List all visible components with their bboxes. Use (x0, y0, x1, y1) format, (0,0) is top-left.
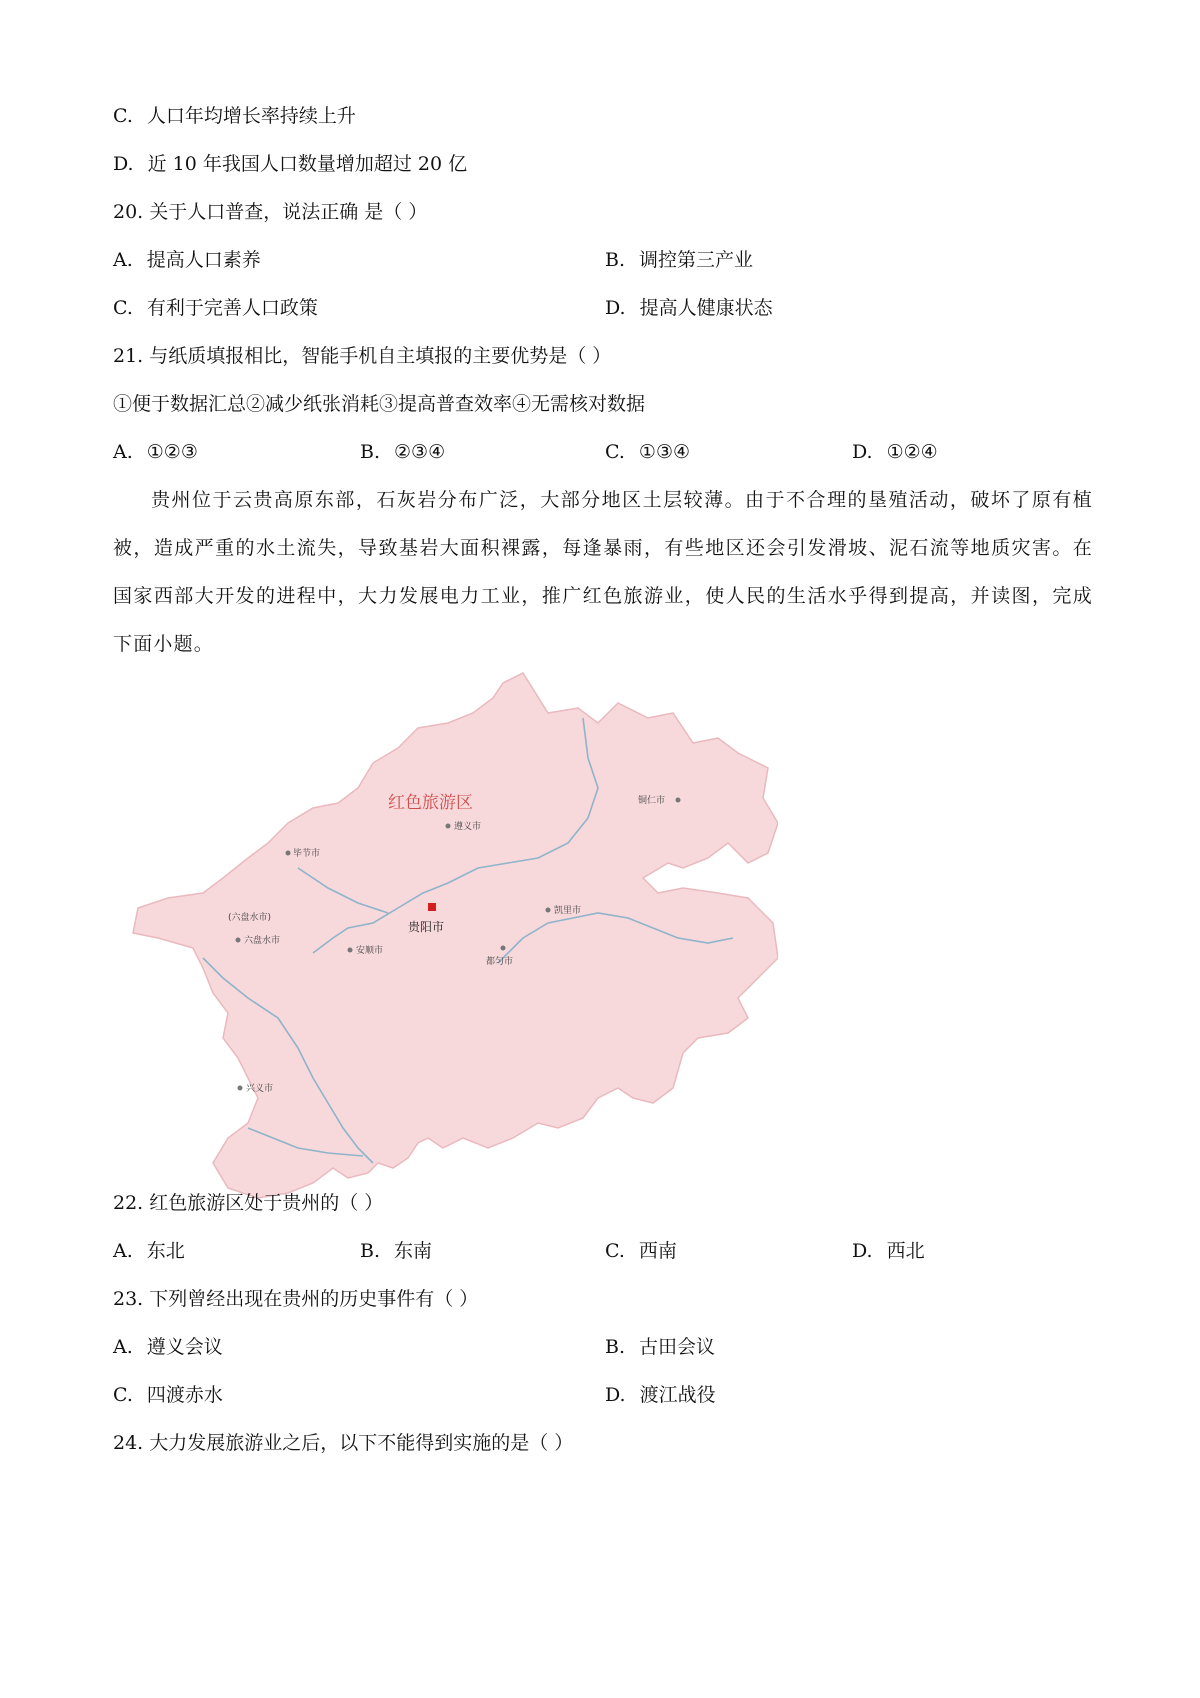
q23-option-d: D. 渡江战役 (605, 1384, 716, 1406)
guizhou-map (128, 668, 778, 1248)
city-dot-icon (348, 948, 353, 953)
q22-option-b: B. 东南 (360, 1240, 433, 1262)
city-dot-icon (501, 946, 506, 951)
q21-option-b: B. ②③④ (360, 441, 446, 463)
svg-text:六盘水市: 六盘水市 (244, 936, 281, 946)
svg-text:凯里市: 凯里市 (554, 906, 582, 916)
svg-text:遵义市: 遵义市 (454, 822, 482, 832)
q21-choices: ①便于数据汇总②减少纸张消耗③提高普查效率④无需核对数据 (113, 393, 646, 415)
q19-option-d: D. 近 10 年我国人口数量增加超过 20 亿 (113, 153, 468, 175)
city-liupanshui-top (228, 911, 271, 923)
q20-option-d: D. 提高人健康状态 (605, 297, 773, 319)
city-dot-icon (676, 798, 681, 803)
city-dot-icon (446, 824, 451, 829)
reading-passage: 贵州位于云贵高原东部，石灰岩分布广泛，大部分地区土层较薄。由于不合理的垦殖活动，破坏了原有植被，造成严重的水土流失，导致基岩大面积裸露，每逢暴雨，有些地区还会引发滑坡、泥石流等地质灾害。在国家西部大开发的进程中，大力发展电力工业，推广红色旅游业，使人民的生活水乎得到提高，并读图，完成下面小题。 (113, 489, 1093, 655)
city-dot-icon (546, 908, 551, 913)
svg-text:安顺市: 安顺市 (356, 946, 384, 956)
q23-stem: 23. 下列曾经出现在贵州的历史事件有（ ） (113, 1288, 479, 1310)
q20-option-c: C. 有利于完善人口政策 (113, 297, 318, 319)
q22-option-a: A. 东北 (113, 1240, 185, 1262)
q20-stem: 20. 关于人口普查，说法正确 是（ ） (113, 201, 428, 223)
svg-text:铜仁市: 铜仁市 (638, 796, 666, 806)
capital-marker-icon (428, 903, 436, 911)
svg-text:毕节市: 毕节市 (293, 849, 321, 859)
svg-text:(六盘水市): (六盘水市) (228, 913, 272, 923)
red-tourism-zone-label: 红色旅游区 (388, 793, 473, 813)
q22-option-d: D. 西北 (852, 1240, 925, 1262)
svg-text:兴义市: 兴义市 (246, 1084, 274, 1094)
city-xingyi (238, 1082, 274, 1094)
q20-option-a: A. 提高人口素养 (113, 249, 261, 271)
q22-stem: 22. 红色旅游区处于贵州的（ ） (113, 1192, 384, 1214)
q20-option-b: B. 调控第三产业 (605, 249, 754, 271)
svg-text:都匀市: 都匀市 (486, 957, 514, 967)
capital-label: 贵阳市 (408, 920, 445, 934)
city-dot-icon (236, 938, 241, 943)
q21-option-a: A. ①②③ (113, 441, 198, 463)
q21-stem: 21. 与纸质填报相比，智能手机自主填报的主要优势是（ ） (113, 345, 612, 367)
q21-option-c: C. ①③④ (605, 441, 691, 463)
q21-option-d: D. ①②④ (852, 441, 938, 463)
city-dot-icon (286, 851, 291, 856)
q24-stem: 24. 大力发展旅游业之后，以下不能得到实施的是（ ） (113, 1432, 574, 1454)
q23-option-c: C. 四渡赤水 (113, 1384, 223, 1406)
guizhou-province-shape (133, 673, 778, 1198)
q23-option-b: B. 古田会议 (605, 1336, 716, 1358)
guizhou-map-svg (128, 668, 778, 1248)
q22-option-c: C. 西南 (605, 1240, 677, 1262)
q19-option-c: C. 人口年均增长率持续上升 (113, 105, 356, 127)
q23-option-a: A. 遵义会议 (113, 1336, 223, 1358)
city-dot-icon (238, 1086, 243, 1091)
